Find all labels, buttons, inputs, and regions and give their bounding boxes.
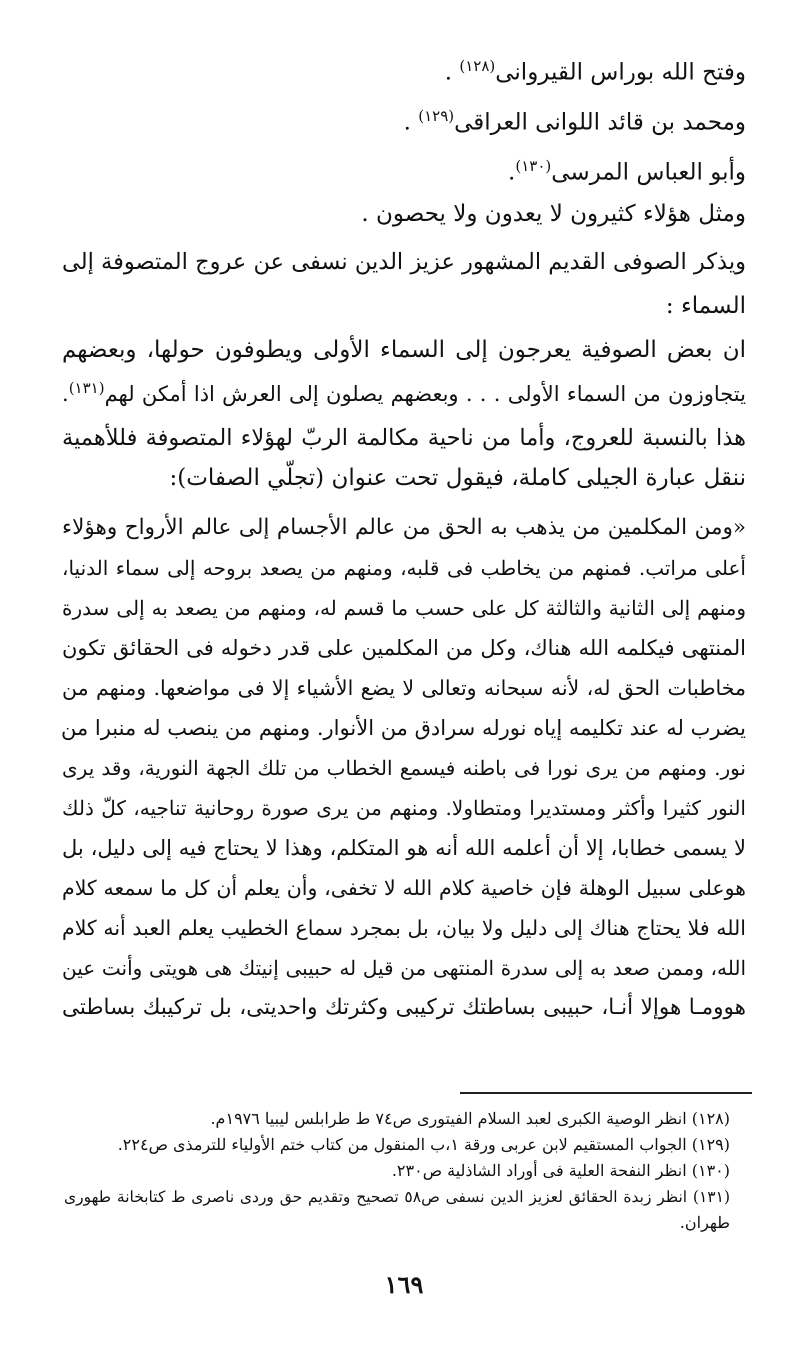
footnote-ref-130: (١٣٠): [515, 157, 552, 175]
footnote-ref-129: (١٢٩): [418, 107, 455, 125]
quote-line-2: يتجاوزون من السماء الأولى . . . وبعضهم يصلون إلى العرش اذا أمكن لهم$^{(١٣١)}$.: [62, 379, 746, 406]
jili-quote-line-1: «ومن المكلمين من يذهب به الحق من عالم الأجسام إلى عالم الأرواح وهؤلاء: [62, 515, 746, 540]
body-line-6: السماء :: [665, 293, 746, 319]
footnote-129: (١٢٩) الجواب المستقيم لابن عربى ورقة ١،ب المنقول من كتاب ختم الأولياء للترمذى ص٢٢٤.: [117, 1135, 730, 1154]
footnote-131: (١٣١) انظر زبدة الحقائق لعزيز الدين نسفى ص٥٨ تصحيح وتقديم حق وردى ناصرى ط كتابخانة طهورى: [64, 1188, 730, 1206]
body-line-3: وأبو العباس المرسى$^{(١٣٠)}$.: [508, 157, 746, 186]
jili-quote-line-3: ومنهم إلى الثانية والثالثة كل على حسب ما قسم له، ومنهم من يصعد به إلى سدرة: [62, 596, 746, 620]
footnote-ref-131: (١٣١): [68, 379, 105, 397]
jili-quote-line-6: يضرب له عند تكليمه إياه نورله سرادق من الأنوار. ومنهم من ينصب له منبرا من: [60, 716, 746, 740]
body-line-5: ويذكر الصوفى القديم المشهور عزيز الدين نسفى عن عروج المتصوفة إلى: [62, 249, 746, 275]
jili-quote-line-12: الله، وممن صعد به إلى سدرة المنتهى من قيل له حبيبى إنيتك هى هويتى وأنت عين: [62, 956, 746, 980]
footnote-divider: [460, 1092, 752, 1094]
body-line-9: هذا بالنسبة للعروج، وأما من ناحية مكالمة الربّ لهؤلاء المتصوفة فللأهمية: [62, 425, 746, 451]
footnote-130: (١٣٠) انظر النفحة العلية فى أوراد الشاذلية ص٢٣٠.: [391, 1161, 730, 1180]
footnote-128: (١٢٨) انظر الوصية الكبرى لعبد السلام الفيتورى ص٧٤ ط طرابلس ليبيا ١٩٧٦م.: [210, 1109, 730, 1128]
jili-quote-line-13: هوومـا هوإلا أنـا، حبيبى بساطتك تركيبى وكثرتك واحديتى، بل تركيبك بساطتى: [62, 995, 746, 1020]
jili-quote-line-5: مخاطبات الحق له، لأنه سبحانه وتعالى لا يضع الأشياء إلا فى مواضعها. ومنهم من: [62, 676, 746, 700]
footnote-ref-128: (١٢٨): [459, 57, 496, 75]
body-line-1: وفتح الله بوراس القيروانى$^{(١٢٨)}$ .: [444, 57, 746, 86]
jili-quote-line-7: نور. ومنهم من يرى نورا فى باطنه فيسمع الخطاب من تلك الجهة النورية، وقد يرى: [62, 756, 746, 780]
jili-quote-line-11: الله فلا يحتاج هناك إلى دليل ولا بيان، بل بمجرد سماع الخطيب يعلم العبد أنه كلام: [62, 916, 746, 940]
jili-quote-line-4: المنتهى فيكلمه الله هناك، وكل من المكلمين على قدر دخوله فى الحقائق تكون: [62, 636, 746, 660]
jili-quote-line-9: لا يسمى خطابا، إلا أن أعلمه الله أنه هو المتكلم، وهذا لا يحتاج فيه إلى دليل، بل: [62, 836, 746, 860]
page-number: ١٦٩: [384, 1270, 424, 1299]
jili-quote-line-8: النور كثيرا وأكثر ومستديرا ومتطاولا. ومنهم من يرى صورة روحانية تناجيه، كلّ ذلك: [62, 796, 746, 820]
quote-line-1: ان بعض الصوفية يعرجون إلى السماء الأولى ويطوفون حولها، وبعضهم: [62, 337, 746, 363]
body-line-4: ومثل هؤلاء كثيرون لا يعدون ولا يحصون .: [361, 201, 746, 227]
body-line-10: ننقل عبارة الجيلى كاملة، فيقول تحت عنوان (تجلّي الصفات):: [169, 465, 746, 491]
body-line-2: ومحمد بن قائد اللوانى العراقى$^{(١٢٩)}$ .: [403, 107, 746, 136]
jili-quote-line-2: أعلى مراتب. فمنهم من يخاطب فى قلبه، ومنهم من يصعد بروحه إلى سماء الدنيا،: [62, 556, 746, 580]
footnote-131-continued: طهران.: [679, 1213, 730, 1232]
jili-quote-line-10: هوعلى سبيل الوهلة فإن خاصية كلام الله لا تخفى، وأن يعلم أن كل ما سمعه كلام: [62, 876, 746, 900]
